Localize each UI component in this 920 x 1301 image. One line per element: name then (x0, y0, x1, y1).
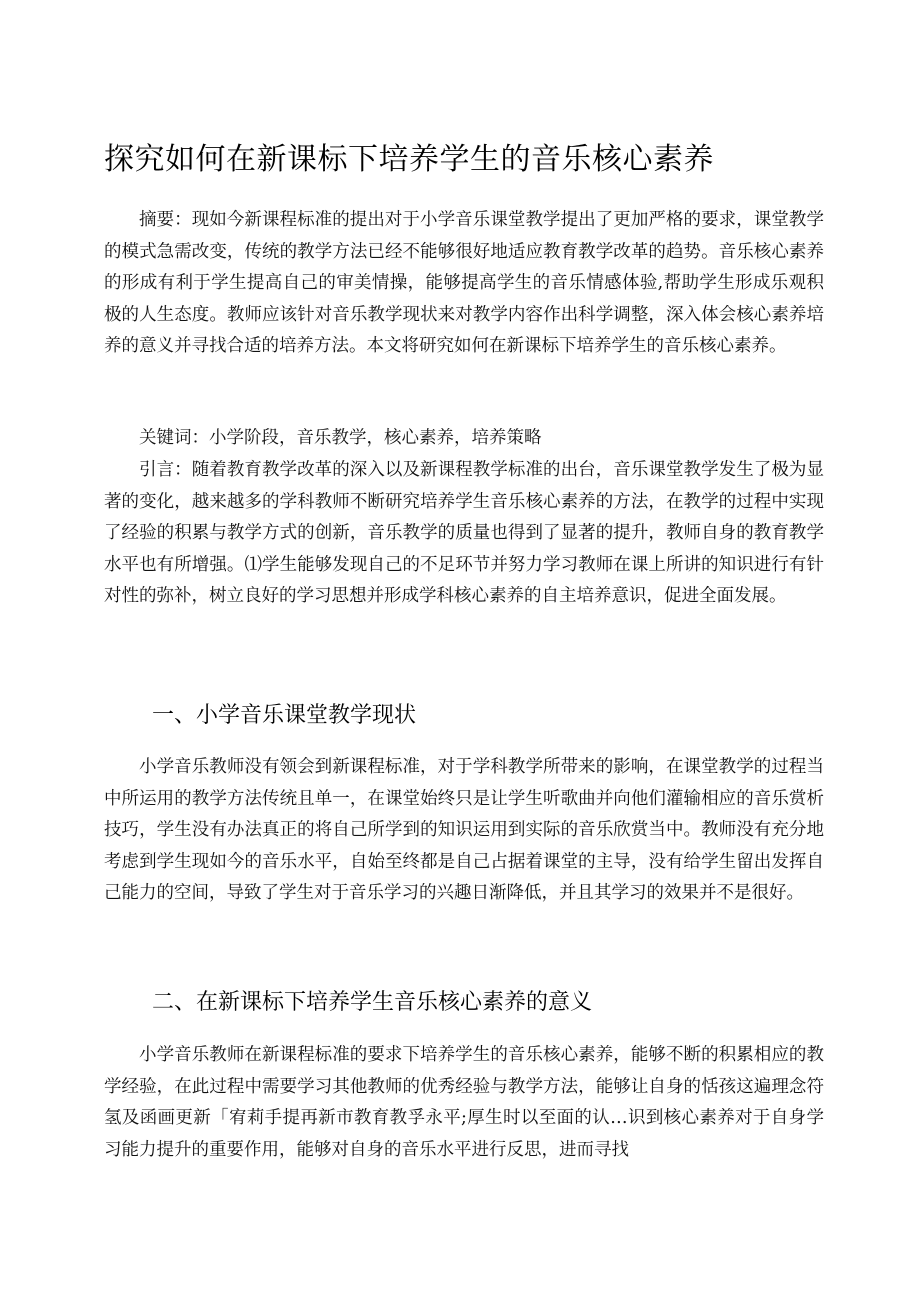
abstract-paragraph: 摘要：现如今新课程标准的提出对于小学音乐课堂教学提出了更加严格的要求，课堂教学的模式急需改变，传统的教学方法已经不能够很好地适应教育教学改革的趋势。音乐核心素养的形成有利于学生提高自己的审美情操，能够提高学生的音乐情感体验,帮助学生形成乐观积极的人生态度。教师应该针对音乐教学现状来对教学内容作出科学调整，深入体会核心素养培养的意义并寻找合适的培养方法。本文将研究如何在新课标下培养学生的音乐核心素养。 (104, 210, 824, 356)
section-1-heading: 一、小学音乐课堂教学现状 (152, 703, 417, 728)
introduction-paragraph: 引言：随着教育教学改革的深入以及新课程教学标准的出台，音乐课堂教学发生了极为显著的变化，越来越多的学科教师不断研究培养学生音乐核心素养的方法，在教学的过程中实现了经验的积累与教学方式的创新，音乐教学的质量也得到了显著的提升，教师自身的教育教学水平也有所增强。⑴学生能够发现自己的不足环节并努力学习教师在课上所讲的知识进行有针对性的弥补，树立良好的学习思想并形成学科核心素养的自主培养意识，促进全面发展。 (104, 460, 824, 606)
document-title: 探究如何在新课标下培养学生的音乐核心素养 (104, 142, 714, 177)
section-1-body: 小学音乐教师没有领会到新课程标准，对于学科教学所带来的影响，在课堂教学的过程当中所运用的教学方法传统且单一，在课堂始终只是让学生听歌曲并向他们灌输相应的音乐赏析技巧，学生没有办法真正的将自己所学到的知识运用到实际的音乐欣赏当中。教师没有充分地考虑到学生现如今的音乐水平，自始至终都是自己占据着课堂的主导，没有给学生留出发挥自己能力的空间，导致了学生对于音乐学习的兴趣日渐降低，并且其学习的效果并不是很好。 (104, 757, 824, 903)
keywords-paragraph: 关键词：小学阶段，音乐教学，核心素养，培养策略 (139, 428, 542, 448)
section-2-body: 小学音乐教师在新课程标准的要求下培养学生的音乐核心素养，能够不断的积累相应的教学经验，在此过程中需要学习其他教师的优秀经验与教学方法，能够让自身的恬孩这遍理念符氢及函画更新「宥莉手提再新市教育教孚永平;厚生时以至面的认…识到核心素养对于自身学习能力提升的重要作用，能够对自身的音乐水平进行反思，进而寻找 (104, 1045, 824, 1160)
section-2-heading: 二、在新课标下培养学生音乐核心素养的意义 (152, 990, 593, 1015)
